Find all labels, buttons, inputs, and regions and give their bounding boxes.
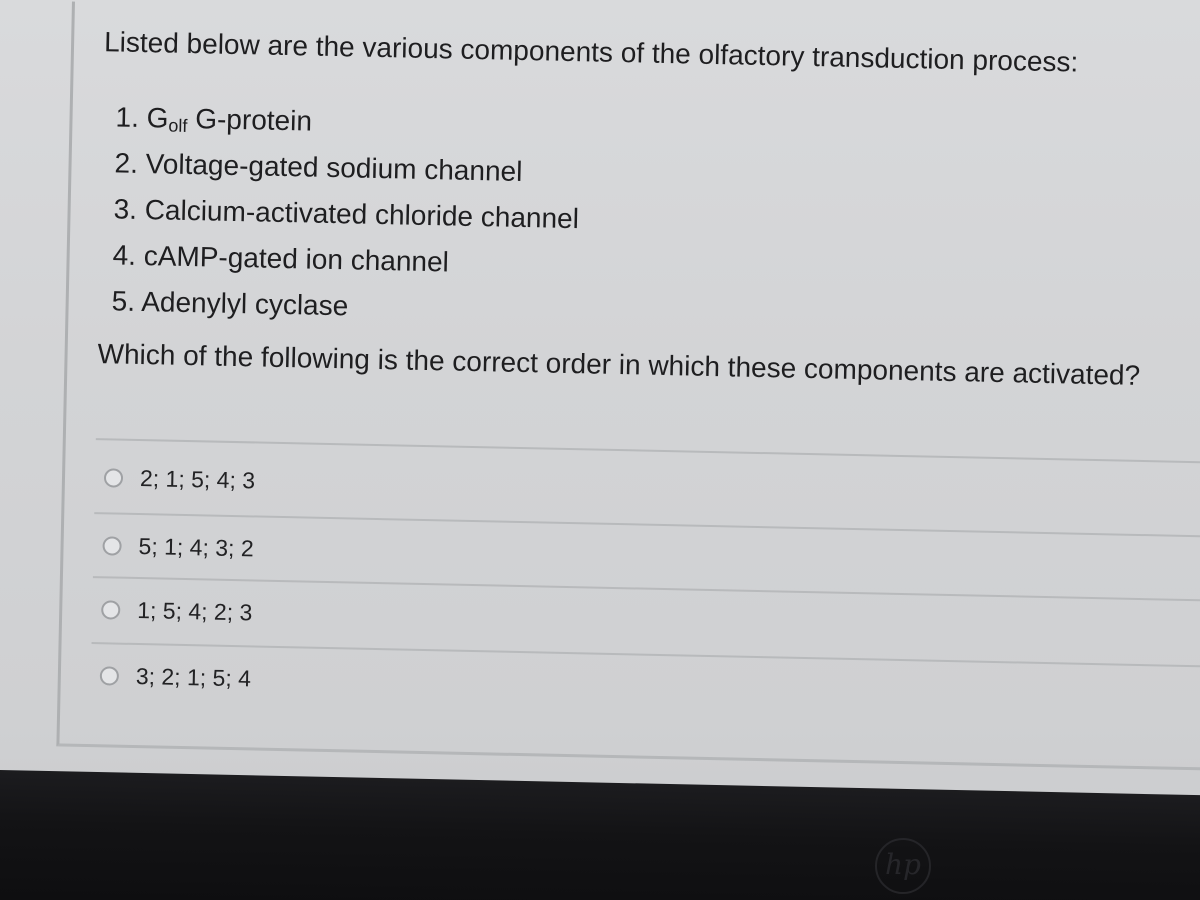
radio-button[interactable] [100, 666, 119, 685]
component-rest: G-protein [187, 102, 313, 137]
component-item-adenylyl [111, 278, 577, 334]
answer-option-4[interactable] [100, 658, 252, 695]
component-subscript: olf [168, 115, 188, 136]
radio-button[interactable] [104, 468, 123, 487]
radio-button[interactable] [102, 536, 121, 555]
answer-option-label: 2; 1; 5; 4; 3 [139, 464, 256, 493]
component-number: 2. [114, 147, 139, 179]
component-list [111, 94, 581, 334]
component-number: 4. [112, 239, 137, 271]
hp-logo: hp [875, 838, 931, 894]
component-number: 1. [115, 101, 140, 133]
component-text: cAMP-gated ion channel [143, 240, 450, 278]
component-main: G [146, 102, 169, 134]
component-number: 3. [113, 193, 138, 225]
question-text: Which of the following is the correct order in which these components are activated? [97, 338, 1141, 391]
radio-button[interactable] [101, 600, 120, 619]
component-text: Adenylyl cyclase [140, 286, 349, 322]
component-number: 5. [111, 285, 136, 317]
answer-option-label: 1; 5; 4; 2; 3 [136, 596, 253, 625]
answer-option-3[interactable] [101, 592, 253, 629]
answer-option-1[interactable] [104, 460, 256, 497]
answer-option-2[interactable] [102, 528, 254, 565]
component-text: Calcium-activated chloride channel [144, 194, 580, 235]
component-text: Voltage-gated sodium channel [145, 148, 523, 187]
answer-option-label: 5; 1; 4; 3; 2 [138, 532, 254, 561]
question-prompt: Listed below are the various components of the olfactory transduction process: [103, 26, 1079, 78]
answer-option-label: 3; 2; 1; 5; 4 [135, 662, 252, 691]
